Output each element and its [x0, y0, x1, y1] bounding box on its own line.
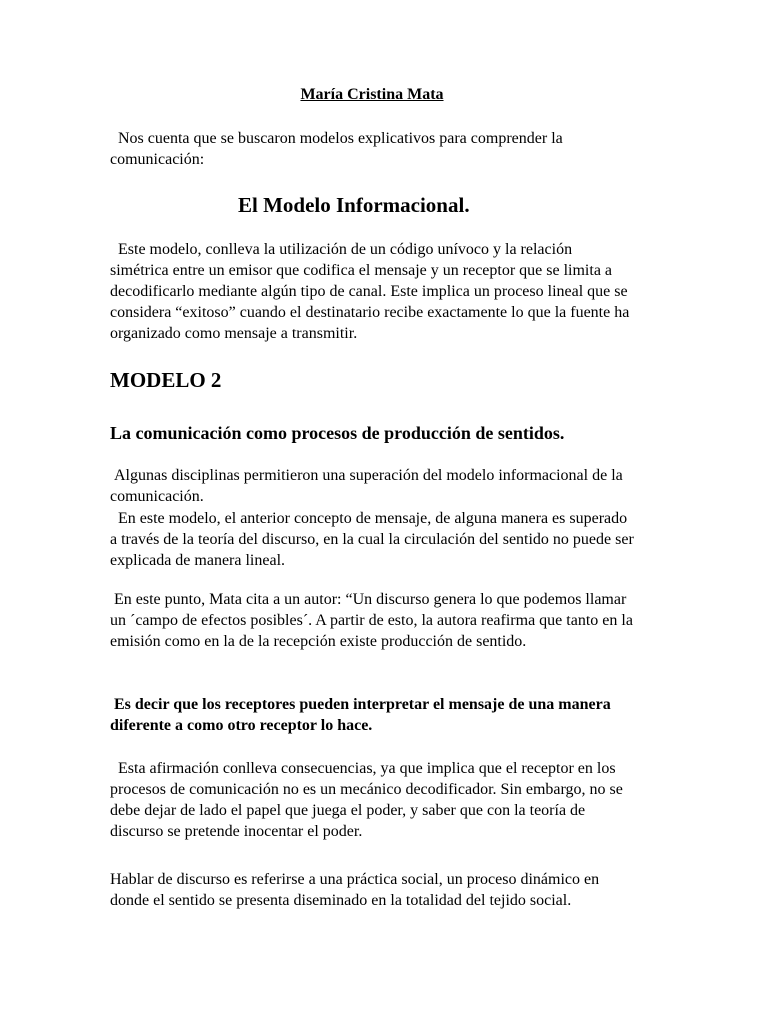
- heading-modelo-informacional: El Modelo Informacional.: [238, 193, 470, 217]
- heading-modelo-2: MODELO 2: [110, 368, 222, 392]
- paragraph-afirmacion: Esta afirmación conlleva consecuencias, ya que implica que el receptor en los procesos de comunicación no es un mecánico decodificador. Sin embargo, no se debe dejar de lado el papel que juega el poder, y saber que con la teoría de discurso se pretende inocentar el poder.: [110, 760, 627, 840]
- paragraph-disciplinas: Algunas disciplinas permitieron una superación del modelo informacional de la comunicación.: [110, 467, 627, 505]
- author-title: María Cristina Mata: [300, 86, 444, 103]
- paragraph-receptores-interpretan: Es decir que los receptores pueden interpretar el mensaje de una manera diferente a como otro receptor lo hace.: [110, 696, 615, 734]
- paragraph-este-modelo: En este modelo, el anterior concepto de mensaje, de alguna manera es superado a través de la teoría del discurso, en la cual la circulación del sentido no puede ser explicada de manera lineal.: [110, 510, 638, 569]
- paragraph-modelo-informacional: Este modelo, conlleva la utilización de un código unívoco y la relación simétrica entre un emisor que codifica el mensaje y un receptor que se limita a decodificarlo mediante algún tipo de canal. Este implica un proceso lineal que se considera “exitoso” cuando el destinatario recibe exactamente lo que la fuente ha organizado como mensaje a transmitir.: [110, 241, 634, 342]
- paragraph-mata-cita: En este punto, Mata cita a un autor: “Un discurso genera lo que podemos llamar un ´campo de efectos posibles´. A partir de esto, la autora reafirma que tanto en la emisión como en la de la recepción existe producción de sentido.: [110, 591, 637, 650]
- intro-paragraph: Nos cuenta que se buscaron modelos explicativos para comprender la comunicación:: [110, 130, 567, 168]
- paragraph-hablar-discurso: Hablar de discurso es referirse a una práctica social, un proceso dinámico en donde el sentido se presenta diseminado en la totalidad del tejido social.: [110, 871, 604, 909]
- subheading-produccion-sentidos: La comunicación como procesos de producción de sentidos.: [110, 423, 565, 443]
